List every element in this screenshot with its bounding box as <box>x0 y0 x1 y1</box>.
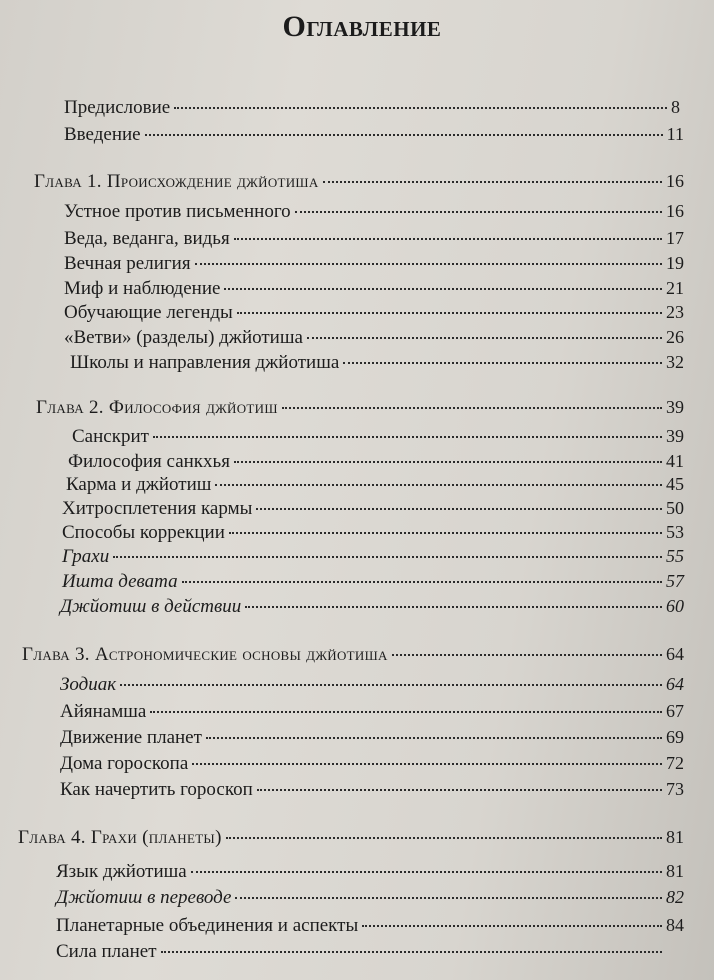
toc-entry <box>64 124 684 146</box>
toc-chapter-page: 81 <box>666 827 684 847</box>
toc-entry <box>62 522 684 544</box>
toc-entry-page: 84 <box>666 915 684 935</box>
toc-entry-page: 50 <box>666 498 684 518</box>
toc-entry <box>64 228 684 250</box>
toc-entry-page: 32 <box>666 352 684 372</box>
dot-leader <box>229 532 662 534</box>
toc-entry-page: 23 <box>666 302 684 322</box>
toc-entry-label: Миф и наблюдение <box>64 278 221 299</box>
toc-chapter <box>18 827 684 849</box>
toc-entry <box>62 571 684 593</box>
toc-entry-label: Сила планет <box>56 941 157 962</box>
toc-entry-page: 8 <box>671 97 680 117</box>
toc-entry-page: 73 <box>666 779 684 799</box>
toc-entry <box>62 546 684 568</box>
toc-entry-label: Способы коррекции <box>62 522 225 543</box>
toc-entry-page: 17 <box>666 228 684 248</box>
toc-chapter <box>34 171 684 193</box>
toc-entry-page: 81 <box>666 861 684 881</box>
toc-entry-label: Санскрит <box>72 426 149 447</box>
toc-entry-label: Зодиак <box>60 674 117 695</box>
dot-leader <box>234 461 662 463</box>
toc-entry-label: Введение <box>64 124 141 145</box>
toc-entry <box>64 253 684 275</box>
toc-entry <box>62 498 684 520</box>
dot-leader <box>153 436 662 438</box>
dot-leader <box>215 484 662 486</box>
toc-entry <box>60 596 684 618</box>
dot-leader <box>191 871 662 873</box>
dot-leader <box>362 925 662 927</box>
toc-entry-page: 39 <box>666 426 684 446</box>
toc-entry-page: 60 <box>666 596 684 616</box>
dot-leader <box>295 211 662 213</box>
dot-leader <box>192 763 662 765</box>
toc-entry <box>60 674 684 696</box>
toc-entry <box>60 753 684 775</box>
toc-entry-page: 64 <box>666 674 684 694</box>
toc-entry <box>72 426 684 448</box>
toc-entry-label: Айянамша <box>60 701 147 722</box>
toc-entry-label: Философия санкхья <box>68 451 230 472</box>
toc-entry <box>60 701 684 723</box>
dot-leader <box>224 288 662 290</box>
dot-leader <box>245 606 662 608</box>
dot-leader <box>174 107 667 109</box>
toc-entry <box>56 887 684 909</box>
toc-entry-page: 82 <box>666 887 684 907</box>
toc-entry-label: Движение планет <box>60 727 202 748</box>
toc-entry-label: Предисловие <box>64 97 171 118</box>
dot-leader <box>323 181 662 183</box>
toc-entry-page: 57 <box>666 571 684 591</box>
toc-entry-label: Планетарные объединения и аспекты <box>56 915 359 936</box>
toc-entry <box>66 474 684 496</box>
dot-leader <box>182 581 662 583</box>
toc-entry-label: Веда, веданга, видья <box>64 228 230 249</box>
toc-entry <box>68 451 684 473</box>
dot-leader <box>392 654 662 656</box>
toc-chapter <box>36 397 684 419</box>
toc-entry-page: 72 <box>666 753 684 773</box>
toc-entry-page: 55 <box>666 546 684 566</box>
toc-entry <box>64 278 684 300</box>
toc-entry <box>56 861 684 883</box>
page-title: Оглавление <box>282 10 442 43</box>
toc-entry-page: 45 <box>666 474 684 494</box>
toc-chapter-page: 39 <box>666 397 684 417</box>
toc-entry <box>56 941 684 963</box>
toc-entry-label: Карма и джйотиш <box>66 474 212 495</box>
dot-leader <box>307 337 662 339</box>
toc-entry <box>64 302 684 324</box>
toc-entry-page: 69 <box>666 727 684 747</box>
toc-entry-label: Дома гороскопа <box>60 753 189 774</box>
toc-chapter-page: 16 <box>666 171 684 191</box>
toc-entry <box>64 327 684 349</box>
toc-entry <box>60 727 684 749</box>
dot-leader <box>206 737 662 739</box>
toc-entry-label: Джйотиш в действии <box>60 596 242 617</box>
dot-leader <box>256 508 662 510</box>
toc-entry-label: Обучающие легенды <box>64 302 233 323</box>
toc-entry <box>64 97 680 119</box>
dot-leader <box>343 362 662 364</box>
toc-entry-page: 41 <box>666 451 684 471</box>
toc-entry-label: Вечная религия <box>64 253 191 274</box>
toc-entry <box>60 779 684 801</box>
toc-entry-label: Грахи <box>62 546 110 567</box>
toc-chapter <box>22 644 684 666</box>
toc-entry-page: 53 <box>666 522 684 542</box>
dot-leader <box>161 951 663 953</box>
toc-entry-label: Как начертить гороскоп <box>60 779 253 800</box>
toc-entry <box>56 915 684 937</box>
dot-leader <box>145 134 663 136</box>
toc-entry-label: Устное против письменного <box>64 201 291 222</box>
toc-entry-page: 11 <box>666 124 684 144</box>
toc-entry-label: Школы и направления джйотиша <box>70 352 340 373</box>
toc-chapter-label: Глава 3. Астрономические основы джйотиша <box>22 644 388 665</box>
toc-entry <box>70 352 684 374</box>
dot-leader <box>113 556 662 558</box>
toc-entry-page: 16 <box>666 201 684 221</box>
dot-leader <box>234 238 662 240</box>
toc-chapter-label: Глава 2. Философия джйотиш <box>36 397 278 418</box>
dot-leader <box>282 407 662 409</box>
toc-entry-label: Джйотиш в переводе <box>56 887 232 908</box>
dot-leader <box>195 263 662 265</box>
toc-entry-page: 19 <box>666 253 684 273</box>
toc-entry-page: 26 <box>666 327 684 347</box>
toc-entry-page: 21 <box>666 278 684 298</box>
toc-chapter-page: 64 <box>666 644 684 664</box>
toc-entry-label: Хитросплетения кармы <box>62 498 253 519</box>
toc-entry-label: Ишта девата <box>62 571 178 592</box>
toc-entry-label: «Ветви» (разделы) джйотиша <box>64 327 303 348</box>
dot-leader <box>257 789 662 791</box>
toc-entry <box>64 201 684 223</box>
toc-chapter-label: Глава 4. Грахи (планеты) <box>18 827 222 848</box>
dot-leader <box>226 837 662 839</box>
toc-entry-page: 67 <box>666 701 684 721</box>
dot-leader <box>237 312 662 314</box>
toc-chapter-label: Глава 1. Происхождение джйотиша <box>34 171 319 192</box>
dot-leader <box>150 711 662 713</box>
toc-entry-label: Язык джйотиша <box>56 861 187 882</box>
dot-leader <box>120 684 662 686</box>
dot-leader <box>235 897 662 899</box>
